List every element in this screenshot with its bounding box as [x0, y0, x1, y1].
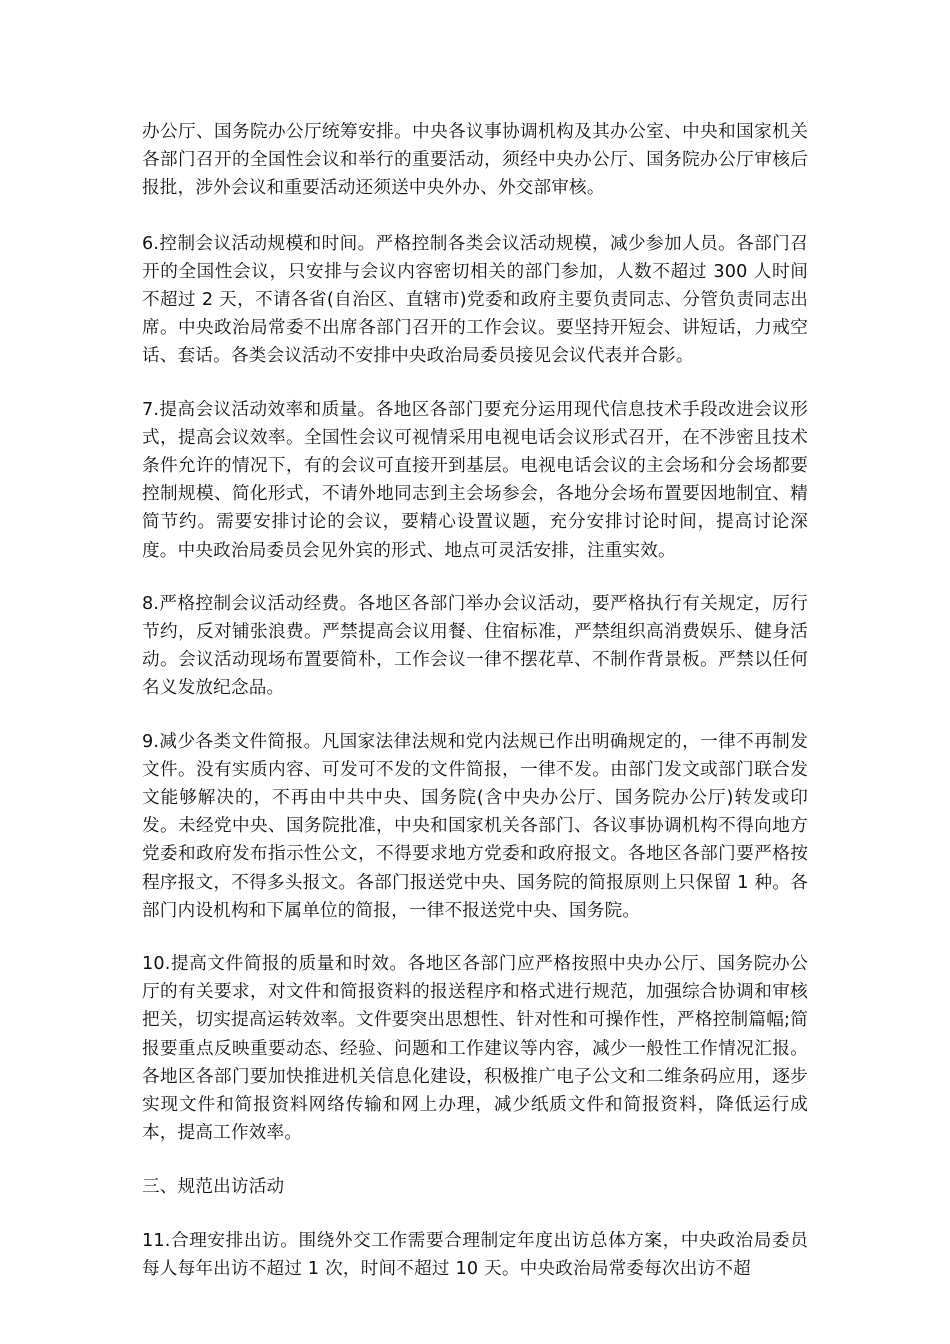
paragraph-11-arrange-visits: 11.合理安排出访。围绕外交工作需要合理制定年度出访总体方案，中央政治局委员每人每年出访不超过 1 次，时间不超过 10 天。中央政治局常委每次出访不超 [142, 1230, 808, 1279]
paragraph-6-meeting-scale: 6.控制会议活动规模和时间。严格控制各类会议活动规模，减少参加人员。各部门召开的全国性会议，只安排与会议内容密切相关的部门参加，人数不超过 300 人时间不超过 2 天，不请各省(自治区、直辖市)党委和政府主要负责同志、分管负责同志出席。中央政治局常委不出席各部门召开的工作会议。要坚持开短会、讲短话，力戒空话、套话。各类会议活动不安排中央政治局委员接见会议代表并合影。 [142, 233, 808, 367]
document-page [142, 118, 808, 1308]
paragraph-9-reduce-documents: 9.减少各类文件简报。凡国家法律法规和党内法规已作出明确规定的，一律不再制发文件。没有实质内容、可发可不发的文件简报，一律不发。由部门发文或部门联合发文能够解决的，不再由中共中央、国务院(含中央办公厅、国务院办公厅)转发或印发。未经党中央、国务院批准，中央和国家机关各部门、各议事协调机构不得向地方党委和政府发布指示性公文，不得要求地方党委和政府报文。各地区各部门要严格按程序报文，不得多头报文。各部门报送党中央、国务院的简报原则上只保留 1 种。各部门内设机构和下属单位的简报，一律不报送党中央、国务院。 [142, 731, 808, 921]
paragraph-continuation: 办公厅、国务院办公厅统筹安排。中央各议事协调机构及其办公室、中央和国家机关各部门召开的全国性会议和举行的重要活动，须经中央办公厅、国务院办公厅审核后报批，涉外会议和重要活动还须送中央外办、外交部审核。 [142, 122, 808, 199]
paragraph-8-meeting-expenses: 8.严格控制会议活动经费。各地区各部门举办会议活动，要严格执行有关规定，厉行节约，反对铺张浪费。严禁提高会议用餐、住宿标准，严禁组织高消费娱乐、健身活动。会议活动现场布置要简朴，工作会议一律不摆花草、不制作背景板。严禁以任何名义发放纪念品。 [142, 593, 808, 699]
section-heading: 三、规范出访活动 [142, 1176, 285, 1197]
paragraph-10-document-quality: 10.提高文件简报的质量和时效。各地区各部门应严格按照中央办公厅、国务院办公厅的有关要求，对文件和简报资料的报送程序和格式进行规范，加强综合协调和审核把关，切实提高运转效率。文件要突出思想性、针对性和可操作性，严格控制篇幅;简报要重点反映重要动态、经验、问题和工作建议等内容，减少一般性工作情况汇报。各地区各部门要加快推进机关信息化建设，积极推广电子公文和二维条码应用，逐步实现文件和简报资料网络传输和网上办理，减少纸质文件和简报资料，降低运行成本，提高工作效率。 [142, 954, 808, 1144]
paragraph-7-meeting-efficiency: 7.提高会议活动效率和质量。各地区各部门要充分运用现代信息技术手段改进会议形式，提高会议效率。全国性会议可视情采用电视电话会议形式召开，在不涉密且技术条件允许的情况下，有的会议可直接开到基层。电视电话会议的主会场和分会场都要控制规模、简化形式，不请外地同志到主会场参会，各地分会场布置要因地制宜、精简节约。需要安排讨论的会议，要精心设置议题，充分安排讨论时间，提高讨论深度。中央政治局委员会见外宾的形式、地点可灵活安排，注重实效。 [142, 399, 808, 561]
